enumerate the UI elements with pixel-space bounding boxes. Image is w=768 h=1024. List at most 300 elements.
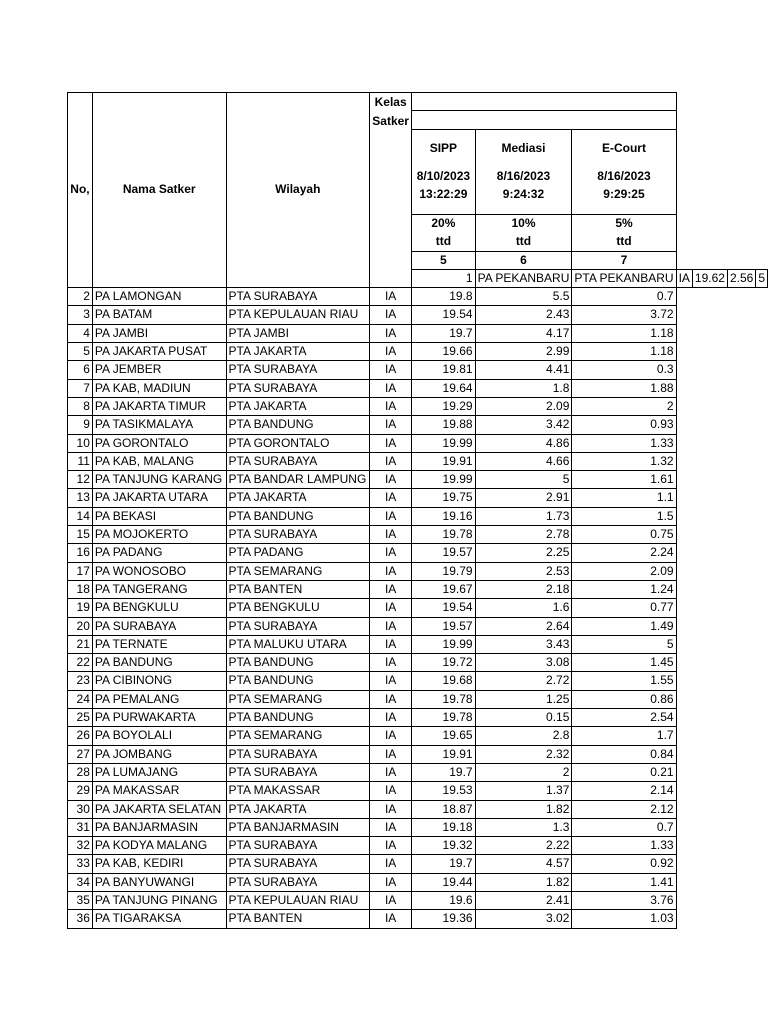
row-kelas: IA xyxy=(370,544,412,562)
table-row xyxy=(68,727,768,745)
row-no: 15 xyxy=(68,526,93,544)
sipp-name: SIPP xyxy=(429,140,458,155)
row-mediasi: 2.64 xyxy=(475,617,572,635)
table-row xyxy=(68,544,768,562)
row-sipp: 19.16 xyxy=(412,507,475,525)
row-ecourt: 5 xyxy=(572,635,676,653)
row-kelas: IA xyxy=(370,507,412,525)
sipp-date: 8/10/2023 xyxy=(416,168,471,183)
row-mediasi: 2.43 xyxy=(475,306,572,324)
table-row xyxy=(68,452,768,470)
row-wilayah: PTA SURABAYA xyxy=(226,763,370,781)
row-nama-satker: PA LAMONGAN xyxy=(92,288,226,306)
row-wilayah: PTA KEPULAUAN RIAU xyxy=(226,306,370,324)
row-kelas: IA xyxy=(370,526,412,544)
row-mediasi: 2.18 xyxy=(475,580,572,598)
row-wilayah: PTA SURABAYA xyxy=(226,452,370,470)
row-sipp: 19.64 xyxy=(412,379,475,397)
row-nama-satker: PA JOMBANG xyxy=(92,745,226,763)
table-row xyxy=(68,306,768,324)
row-no: 13 xyxy=(68,489,93,507)
row-ecourt: 0.92 xyxy=(572,855,676,873)
row-ecourt: 2.12 xyxy=(572,800,676,818)
row-mediasi: 3.42 xyxy=(475,416,572,434)
row-mediasi: 3.08 xyxy=(475,654,572,672)
table-row xyxy=(68,397,768,415)
row-no: 19 xyxy=(68,599,93,617)
header-sipp xyxy=(412,129,475,214)
row-ecourt: 1.55 xyxy=(572,672,676,690)
row-nama-satker: PA TASIKMALAYA xyxy=(92,416,226,434)
row-wilayah: PTA SURABAYA xyxy=(226,837,370,855)
row-wilayah: PTA JAKARTA xyxy=(226,489,370,507)
row-mediasi: 1.3 xyxy=(475,818,572,836)
table-row xyxy=(68,361,768,379)
sipp-col-number: 5 xyxy=(412,251,475,269)
row-wilayah: PTA BANDUNG xyxy=(226,416,370,434)
table-row xyxy=(68,526,768,544)
row-wilayah: PTA BANJARMASIN xyxy=(226,818,370,836)
row-kelas: IA xyxy=(370,306,412,324)
row-wilayah: PTA JAKARTA xyxy=(226,800,370,818)
table-row xyxy=(68,654,768,672)
row-no: 3 xyxy=(68,306,93,324)
row-kelas: IA xyxy=(370,891,412,909)
table-row xyxy=(68,635,768,653)
row-ecourt: 2.54 xyxy=(572,709,676,727)
ecourt-weight: 5% xyxy=(615,216,633,231)
table-row xyxy=(68,709,768,727)
row-no: 6 xyxy=(68,361,93,379)
row-nama-satker: PA MAKASSAR xyxy=(92,782,226,800)
row-kelas: IA xyxy=(370,654,412,672)
ecourt-col-number: 7 xyxy=(572,251,676,269)
row-kelas: IA xyxy=(370,837,412,855)
row-sipp: 19.36 xyxy=(412,910,475,928)
row-nama-satker: PA BANJARMASIN xyxy=(92,818,226,836)
row-kelas: IA xyxy=(370,617,412,635)
row-no: 5 xyxy=(68,343,93,361)
row-mediasi: 2.09 xyxy=(475,397,572,415)
table-row xyxy=(68,379,768,397)
row-kelas: IA xyxy=(370,873,412,891)
row-wilayah: PTA MAKASSAR xyxy=(226,782,370,800)
table-row xyxy=(68,690,768,708)
row-wilayah: PTA GORONTALO xyxy=(226,434,370,452)
row-wilayah: PTA BANDUNG xyxy=(226,654,370,672)
row-kelas: IA xyxy=(370,452,412,470)
mediasi-weight: 10% xyxy=(511,216,536,231)
row-kelas: IA xyxy=(370,599,412,617)
row-wilayah: PTA SURABAYA xyxy=(226,526,370,544)
row-ecourt: 1.88 xyxy=(572,379,676,397)
row-no: 2 xyxy=(68,288,93,306)
ecourt-weight-cell xyxy=(572,214,676,251)
row-wilayah: PTA SEMARANG xyxy=(226,727,370,745)
row-wilayah: PTA BANDUNG xyxy=(226,507,370,525)
row-no: 26 xyxy=(68,727,93,745)
row-nama-satker: PA CIBINONG xyxy=(92,672,226,690)
row-mediasi: 5.5 xyxy=(475,288,572,306)
row-ecourt: 1.45 xyxy=(572,654,676,672)
row-ecourt: 2.09 xyxy=(572,562,676,580)
row-wilayah: PTA SEMARANG xyxy=(226,562,370,580)
header-wilayah: Wilayah xyxy=(226,93,370,288)
row-mediasi: 4.57 xyxy=(475,855,572,873)
row-sipp: 19.57 xyxy=(412,544,475,562)
row-mediasi: 2.56 xyxy=(727,269,755,287)
row-nama-satker: PA PEKANBARU xyxy=(475,269,572,287)
table-row xyxy=(68,434,768,452)
row-nama-satker: PA BENGKULU xyxy=(92,599,226,617)
header-blank-row1 xyxy=(412,93,676,111)
row-wilayah: PTA MALUKU UTARA xyxy=(226,635,370,653)
row-kelas: IA xyxy=(676,269,692,287)
row-nama-satker: PA JAKARTA UTARA xyxy=(92,489,226,507)
row-no: 30 xyxy=(68,800,93,818)
table-row xyxy=(68,562,768,580)
row-nama-satker: PA TERNATE xyxy=(92,635,226,653)
row-mediasi: 2.78 xyxy=(475,526,572,544)
row-sipp: 19.78 xyxy=(412,526,475,544)
ecourt-unit: ttd xyxy=(616,233,632,248)
row-ecourt: 1.33 xyxy=(572,837,676,855)
row-nama-satker: PA PADANG xyxy=(92,544,226,562)
row-mediasi: 0.15 xyxy=(475,709,572,727)
table-row xyxy=(68,891,768,909)
row-kelas: IA xyxy=(370,379,412,397)
row-wilayah: PTA SURABAYA xyxy=(226,379,370,397)
row-wilayah: PTA SURABAYA xyxy=(226,855,370,873)
row-ecourt: 1.03 xyxy=(572,910,676,928)
row-no: 11 xyxy=(68,452,93,470)
row-ecourt: 3.76 xyxy=(572,891,676,909)
row-kelas: IA xyxy=(370,416,412,434)
row-kelas: IA xyxy=(370,745,412,763)
row-nama-satker: PA TIGARAKSA xyxy=(92,910,226,928)
row-no: 34 xyxy=(68,873,93,891)
table-row xyxy=(68,818,768,836)
row-ecourt: 2.14 xyxy=(572,782,676,800)
row-sipp: 19.68 xyxy=(412,672,475,690)
row-sipp: 19.66 xyxy=(412,343,475,361)
row-sipp: 18.87 xyxy=(412,800,475,818)
table-row xyxy=(68,873,768,891)
row-mediasi: 4.41 xyxy=(475,361,572,379)
row-no: 36 xyxy=(68,910,93,928)
row-kelas: IA xyxy=(370,434,412,452)
row-no: 9 xyxy=(68,416,93,434)
satker-table xyxy=(67,92,768,929)
row-mediasi: 2.8 xyxy=(475,727,572,745)
mediasi-time: 9:24:32 xyxy=(502,186,545,201)
row-nama-satker: PA BEKASI xyxy=(92,507,226,525)
row-kelas: IA xyxy=(370,727,412,745)
row-mediasi: 1.6 xyxy=(475,599,572,617)
row-sipp: 19.8 xyxy=(412,288,475,306)
ecourt-date: 8/16/2023 xyxy=(597,168,651,183)
row-no: 29 xyxy=(68,782,93,800)
row-no: 32 xyxy=(68,837,93,855)
row-nama-satker: PA BANYUWANGI xyxy=(92,873,226,891)
row-no: 14 xyxy=(68,507,93,525)
row-kelas: IA xyxy=(370,709,412,727)
table-row xyxy=(68,782,768,800)
row-no: 35 xyxy=(68,891,93,909)
table-row xyxy=(68,599,768,617)
row-no: 21 xyxy=(68,635,93,653)
row-nama-satker: PA KAB, MALANG xyxy=(92,452,226,470)
row-no: 7 xyxy=(68,379,93,397)
row-sipp: 19.44 xyxy=(412,873,475,891)
row-mediasi: 3.02 xyxy=(475,910,572,928)
row-sipp: 19.54 xyxy=(412,599,475,617)
row-sipp: 19.6 xyxy=(412,891,475,909)
row-mediasi: 2.32 xyxy=(475,745,572,763)
row-no: 4 xyxy=(68,324,93,342)
row-kelas: IA xyxy=(370,690,412,708)
row-wilayah: PTA BANTEN xyxy=(226,910,370,928)
row-mediasi: 2.41 xyxy=(475,891,572,909)
table-row xyxy=(68,324,768,342)
row-ecourt: 1.61 xyxy=(572,471,676,489)
row-wilayah: PTA BANDUNG xyxy=(226,672,370,690)
row-nama-satker: PA JAMBI xyxy=(92,324,226,342)
row-sipp: 19.7 xyxy=(412,855,475,873)
row-no: 22 xyxy=(68,654,93,672)
row-sipp: 19.29 xyxy=(412,397,475,415)
table-row xyxy=(68,471,768,489)
row-nama-satker: PA TANJUNG PINANG xyxy=(92,891,226,909)
row-mediasi: 4.86 xyxy=(475,434,572,452)
row-no: 33 xyxy=(68,855,93,873)
row-ecourt: 0.86 xyxy=(572,690,676,708)
row-kelas: IA xyxy=(370,361,412,379)
row-sipp: 19.54 xyxy=(412,306,475,324)
row-mediasi: 2.25 xyxy=(475,544,572,562)
row-ecourt: 0.84 xyxy=(572,745,676,763)
row-mediasi: 2.99 xyxy=(475,343,572,361)
table-row xyxy=(68,343,768,361)
row-kelas: IA xyxy=(370,580,412,598)
row-ecourt: 1.49 xyxy=(572,617,676,635)
row-ecourt: 1.18 xyxy=(572,324,676,342)
row-sipp: 19.78 xyxy=(412,690,475,708)
row-ecourt: 5 xyxy=(756,269,768,287)
row-mediasi: 2 xyxy=(475,763,572,781)
row-wilayah: PTA SURABAYA xyxy=(226,873,370,891)
row-nama-satker: PA BOYOLALI xyxy=(92,727,226,745)
table-row xyxy=(68,672,768,690)
row-mediasi: 2.72 xyxy=(475,672,572,690)
row-wilayah: PTA JAKARTA xyxy=(226,397,370,415)
row-no: 16 xyxy=(68,544,93,562)
row-kelas: IA xyxy=(370,818,412,836)
row-ecourt: 1.33 xyxy=(572,434,676,452)
row-nama-satker: PA WONOSOBO xyxy=(92,562,226,580)
row-wilayah: PTA PADANG xyxy=(226,544,370,562)
row-wilayah: PTA BANTEN xyxy=(226,580,370,598)
row-ecourt: 1.1 xyxy=(572,489,676,507)
row-mediasi: 5 xyxy=(475,471,572,489)
row-nama-satker: PA KODYA MALANG xyxy=(92,837,226,855)
row-kelas: IA xyxy=(370,910,412,928)
row-wilayah: PTA SURABAYA xyxy=(226,361,370,379)
row-no: 8 xyxy=(68,397,93,415)
row-no: 17 xyxy=(68,562,93,580)
row-ecourt: 0.7 xyxy=(572,818,676,836)
table-row xyxy=(68,416,768,434)
row-sipp: 19.91 xyxy=(412,745,475,763)
row-ecourt: 2.24 xyxy=(572,544,676,562)
row-ecourt: 1.7 xyxy=(572,727,676,745)
row-sipp: 19.7 xyxy=(412,324,475,342)
row-sipp: 19.65 xyxy=(412,727,475,745)
row-mediasi: 4.17 xyxy=(475,324,572,342)
table-row xyxy=(68,489,768,507)
row-mediasi: 1.8 xyxy=(475,379,572,397)
row-no: 1 xyxy=(412,269,475,287)
table-row xyxy=(68,837,768,855)
row-nama-satker: PA KAB, MADIUN xyxy=(92,379,226,397)
row-kelas: IA xyxy=(370,324,412,342)
row-ecourt: 1.5 xyxy=(572,507,676,525)
row-nama-satker: PA BATAM xyxy=(92,306,226,324)
row-wilayah: PTA SURABAYA xyxy=(226,617,370,635)
header-blank-row2 xyxy=(412,111,676,129)
ecourt-name: E-Court xyxy=(601,140,646,155)
row-wilayah: PTA BENGKULU xyxy=(226,599,370,617)
table-row xyxy=(68,763,768,781)
table-row xyxy=(68,855,768,873)
row-kelas: IA xyxy=(370,782,412,800)
sipp-time: 13:22:29 xyxy=(419,186,468,201)
row-sipp: 19.72 xyxy=(412,654,475,672)
row-no: 18 xyxy=(68,580,93,598)
mediasi-name: Mediasi xyxy=(501,140,546,155)
table-row xyxy=(68,507,768,525)
row-mediasi: 2.53 xyxy=(475,562,572,580)
row-sipp: 19.7 xyxy=(412,763,475,781)
row-nama-satker: PA LUMAJANG xyxy=(92,763,226,781)
row-kelas: IA xyxy=(370,672,412,690)
row-sipp: 19.18 xyxy=(412,818,475,836)
row-nama-satker: PA JEMBER xyxy=(92,361,226,379)
row-sipp: 19.79 xyxy=(412,562,475,580)
row-wilayah: PTA SURABAYA xyxy=(226,745,370,763)
row-nama-satker: PA JAKARTA PUSAT xyxy=(92,343,226,361)
row-sipp: 19.99 xyxy=(412,434,475,452)
row-mediasi: 4.66 xyxy=(475,452,572,470)
row-ecourt: 0.77 xyxy=(572,599,676,617)
table-row xyxy=(68,800,768,818)
row-wilayah: PTA SEMARANG xyxy=(226,690,370,708)
row-wilayah: PTA KEPULAUAN RIAU xyxy=(226,891,370,909)
row-ecourt: 1.41 xyxy=(572,873,676,891)
sipp-weight: 20% xyxy=(431,216,456,231)
row-mediasi: 1.73 xyxy=(475,507,572,525)
header-nama-satker: Nama Satker xyxy=(92,93,226,288)
row-wilayah: PTA PEKANBARU xyxy=(572,269,676,287)
row-sipp: 19.99 xyxy=(412,471,475,489)
row-kelas: IA xyxy=(370,343,412,361)
row-nama-satker: PA BANDUNG xyxy=(92,654,226,672)
row-nama-satker: PA TANGERANG xyxy=(92,580,226,598)
row-mediasi: 1.25 xyxy=(475,690,572,708)
row-no: 12 xyxy=(68,471,93,489)
header-no: No, xyxy=(68,93,93,288)
row-sipp: 19.81 xyxy=(412,361,475,379)
mediasi-date: 8/16/2023 xyxy=(496,168,551,183)
row-nama-satker: PA PEMALANG xyxy=(92,690,226,708)
row-sipp: 19.75 xyxy=(412,489,475,507)
row-ecourt: 1.24 xyxy=(572,580,676,598)
row-nama-satker: PA PURWAKARTA xyxy=(92,709,226,727)
row-nama-satker: PA TANJUNG KARANG xyxy=(92,471,226,489)
row-kelas: IA xyxy=(370,800,412,818)
row-ecourt: 2 xyxy=(572,397,676,415)
row-sipp: 19.67 xyxy=(412,580,475,598)
table-row xyxy=(68,288,768,306)
table-row xyxy=(68,910,768,928)
row-ecourt: 0.93 xyxy=(572,416,676,434)
row-ecourt: 1.18 xyxy=(572,343,676,361)
row-sipp: 19.57 xyxy=(412,617,475,635)
row-wilayah: PTA JAKARTA xyxy=(226,343,370,361)
row-ecourt: 0.7 xyxy=(572,288,676,306)
sipp-unit: ttd xyxy=(435,233,452,248)
row-kelas: IA xyxy=(370,288,412,306)
row-no: 27 xyxy=(68,745,93,763)
table-row xyxy=(68,617,768,635)
table-row xyxy=(68,745,768,763)
row-sipp: 19.62 xyxy=(692,269,727,287)
row-ecourt: 0.21 xyxy=(572,763,676,781)
row-mediasi: 1.37 xyxy=(475,782,572,800)
row-wilayah: PTA SURABAYA xyxy=(226,288,370,306)
row-sipp: 19.88 xyxy=(412,416,475,434)
row-nama-satker: PA SURABAYA xyxy=(92,617,226,635)
row-nama-satker: PA MOJOKERTO xyxy=(92,526,226,544)
row-no: 24 xyxy=(68,690,93,708)
row-nama-satker: PA JAKARTA SELATAN xyxy=(92,800,226,818)
header-kelas-satker: Kelas Satker xyxy=(370,93,412,288)
row-wilayah: PTA BANDUNG xyxy=(226,709,370,727)
row-ecourt: 1.32 xyxy=(572,452,676,470)
mediasi-weight-cell xyxy=(475,214,572,251)
ecourt-time: 9:29:25 xyxy=(603,186,645,201)
row-ecourt: 3.72 xyxy=(572,306,676,324)
row-sipp: 19.53 xyxy=(412,782,475,800)
row-sipp: 19.99 xyxy=(412,635,475,653)
row-wilayah: PTA BANDAR LAMPUNG xyxy=(226,471,370,489)
row-kelas: IA xyxy=(370,489,412,507)
row-kelas: IA xyxy=(370,562,412,580)
row-no: 10 xyxy=(68,434,93,452)
sipp-weight-cell xyxy=(412,214,475,251)
row-kelas: IA xyxy=(370,855,412,873)
row-mediasi: 2.22 xyxy=(475,837,572,855)
row-no: 31 xyxy=(68,818,93,836)
row-kelas: IA xyxy=(370,763,412,781)
row-kelas: IA xyxy=(370,635,412,653)
row-no: 20 xyxy=(68,617,93,635)
row-no: 23 xyxy=(68,672,93,690)
row-mediasi: 1.82 xyxy=(475,800,572,818)
row-sipp: 19.32 xyxy=(412,837,475,855)
header-mediasi xyxy=(475,129,572,214)
header-ecourt xyxy=(572,129,676,214)
